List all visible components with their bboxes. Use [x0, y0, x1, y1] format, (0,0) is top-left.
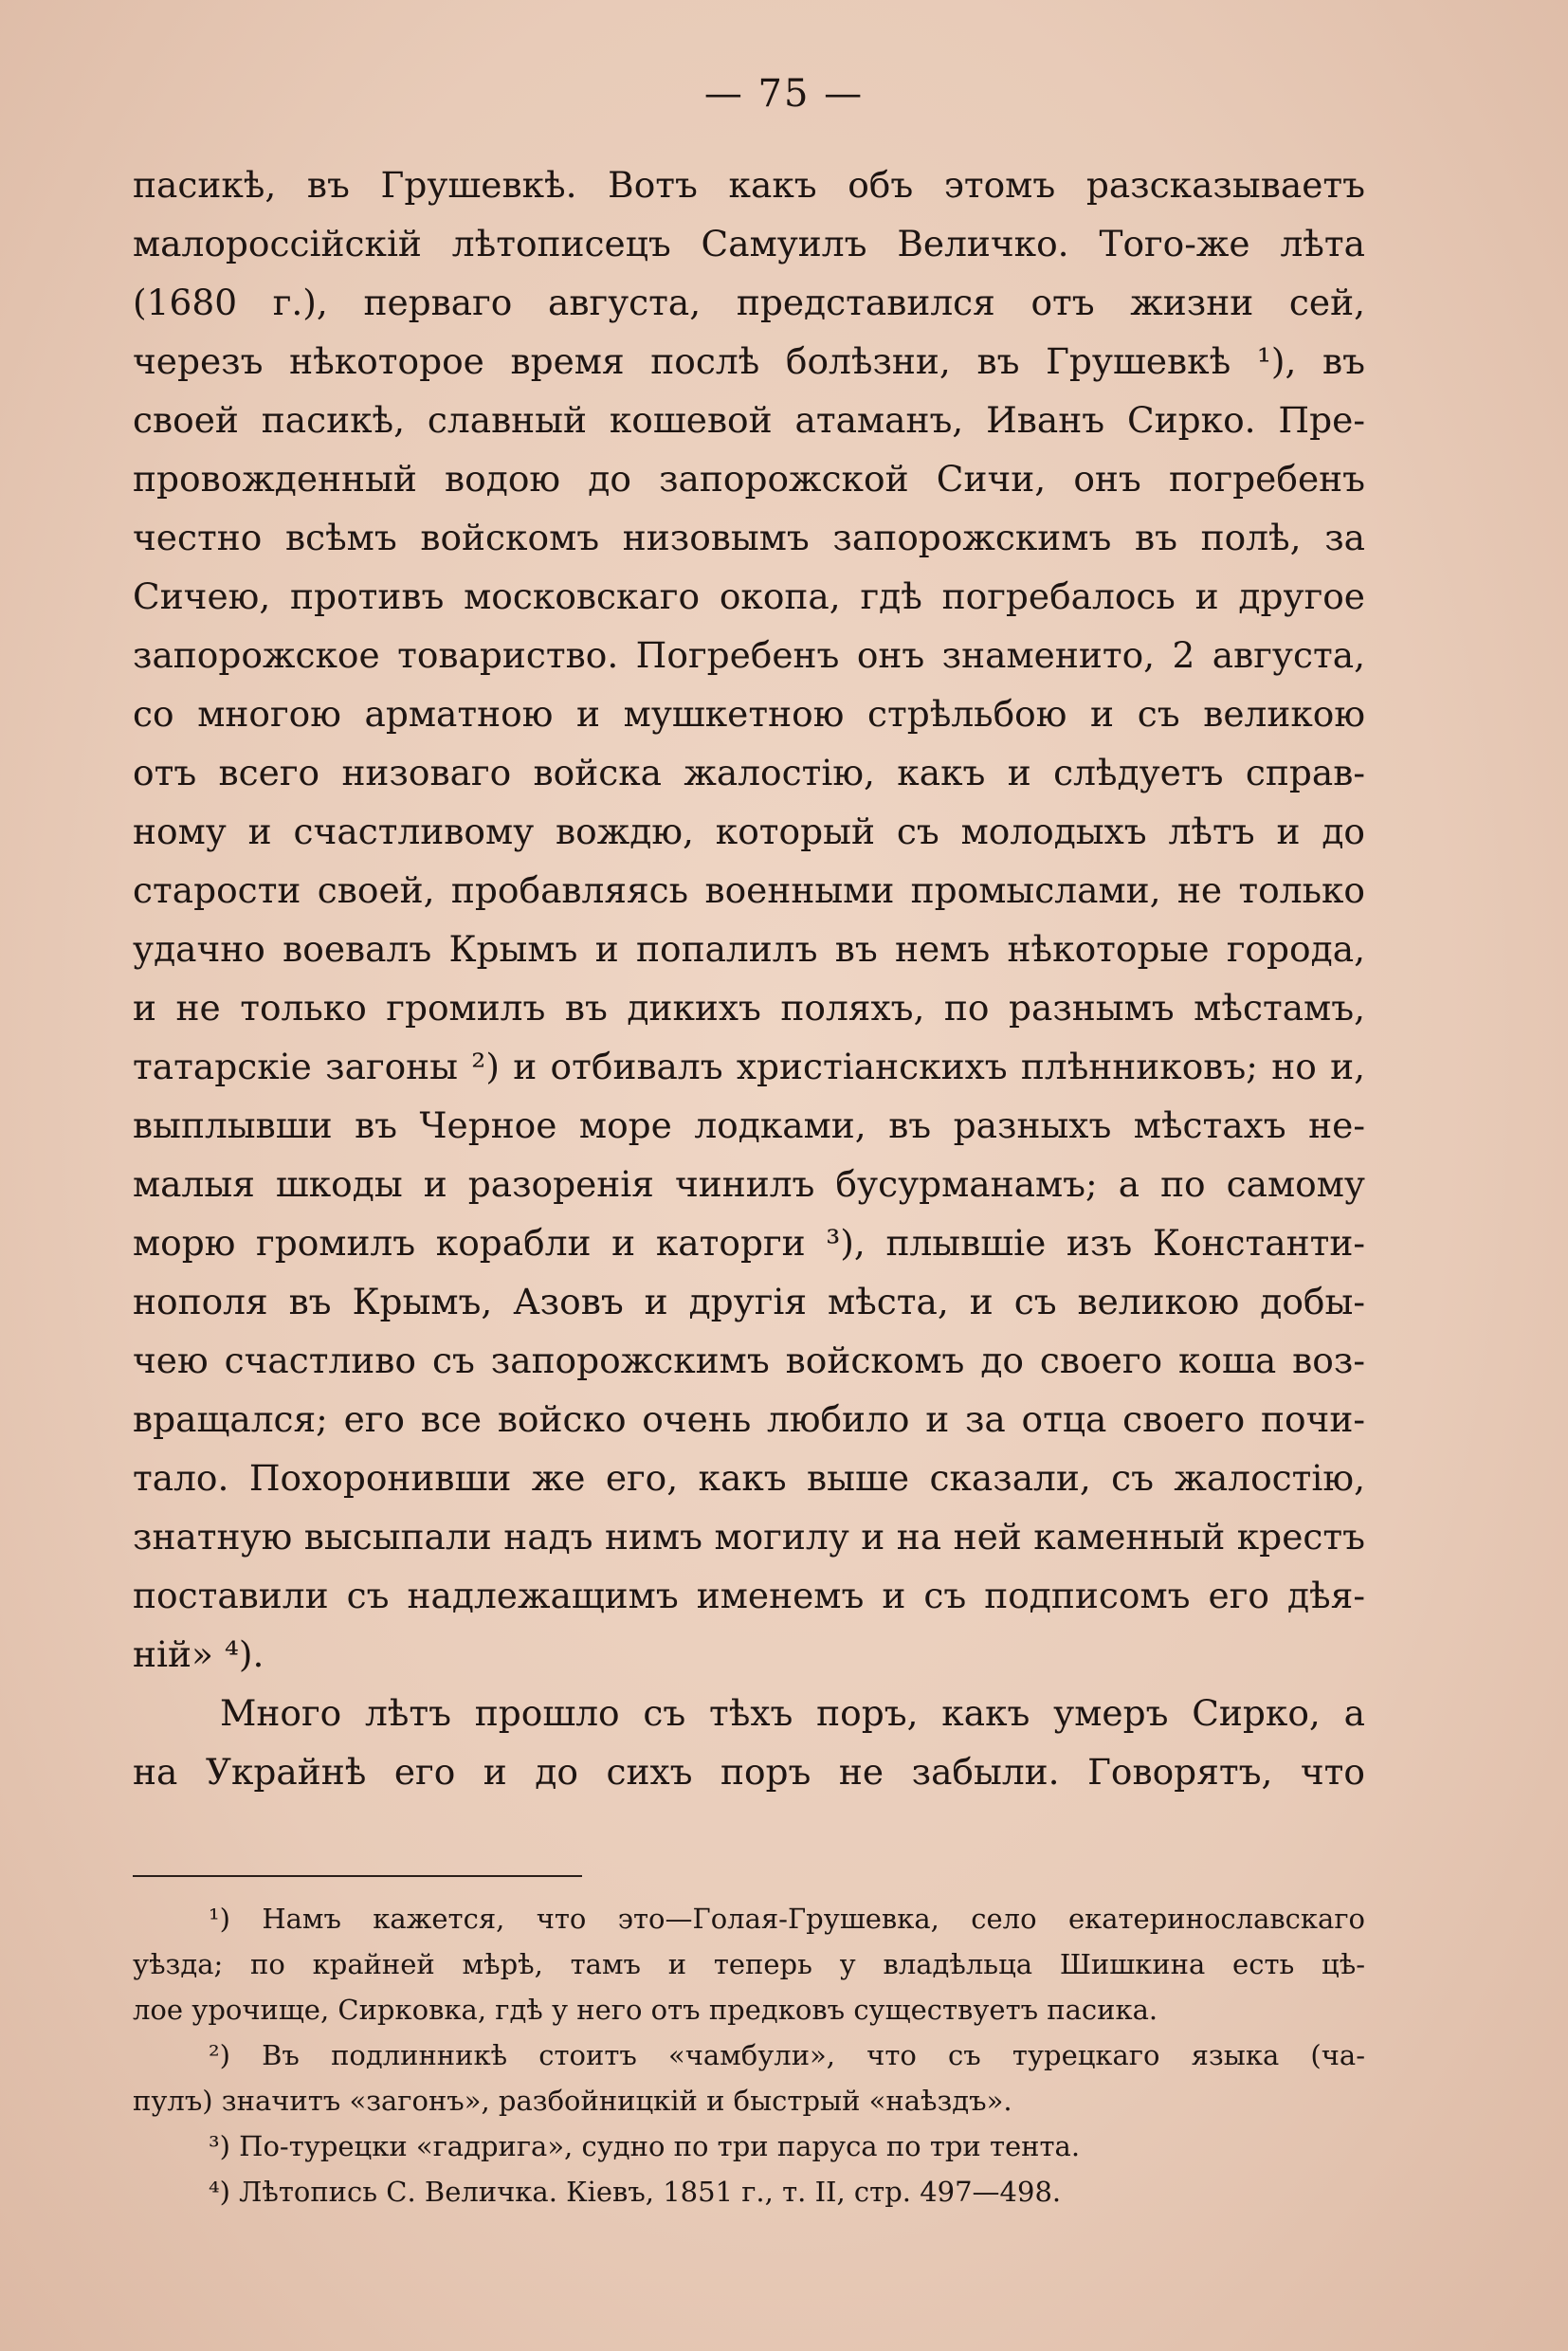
text-line: чею счастливо съ запорожскимъ войскомъ до своего коша воз- — [133, 1340, 1365, 1381]
footnote-3-line: ³) По-турецки «гадрига», судно по три паруса по три тента. — [209, 2130, 1081, 2162]
text-line: морю громилъ корабли и каторги ³), плывшіе изъ Константи- — [133, 1222, 1365, 1264]
text-line: вращался; его все войско очень любило и за отца своего почи- — [133, 1398, 1365, 1440]
text-line: отъ всего низоваго войска жалостію, какъ и слѣдуетъ справ- — [133, 752, 1365, 793]
text-line: на Украйнѣ его и до сихъ поръ не забыли. Говорятъ, что — [133, 1751, 1365, 1793]
footnote-divider — [133, 1875, 582, 1877]
text-line: ній» ⁴). — [133, 1633, 264, 1675]
text-line: со многою арматною и мушкетною стрѣльбою и съ великою — [133, 693, 1365, 735]
text-line: выплывши въ Черное море лодками, въ разныхъ мѣстахъ не- — [133, 1104, 1365, 1146]
paragraph-start-line: Много лѣтъ прошло съ тѣхъ поръ, какъ умеръ Сирко, а — [220, 1692, 1365, 1734]
text-line: провожденный водою до запорожской Сичи, онъ погребенъ — [133, 458, 1365, 500]
text-line: знатную высыпали надъ нимъ могилу и на ней каменный крестъ — [133, 1516, 1365, 1558]
footnote-2-line: ²) Въ подлинникѣ стоитъ «чамбули», что съ турецкаго языка (ча- — [209, 2039, 1365, 2071]
text-line: удачно воевалъ Крымъ и попалилъ въ немъ нѣкоторые города, — [133, 928, 1365, 970]
text-line: ному и счастливому вождю, который съ молодыхъ лѣтъ и до — [133, 811, 1365, 852]
footnotes — [133, 1896, 1365, 2214]
text-line: и не только громилъ въ дикихъ поляхъ, по разнымъ мѣстамъ, — [133, 987, 1365, 1029]
footnote-2-line: пулъ) значитъ «загонъ», разбойницкій и быстрый «наѣздъ». — [133, 2085, 1012, 2117]
text-line: малыя шкоды и разоренія чинилъ бусурманамъ; а по самому — [133, 1163, 1365, 1205]
text-line: татарскіе загоны ²) и отбивалъ христіанскихъ плѣнниковъ; но и, — [133, 1046, 1365, 1087]
text-line: (1680 г.), перваго августа, представился отъ жизни сей, — [133, 282, 1365, 323]
text-line: поставили съ надлежащимъ именемъ и съ подписомъ его дѣя- — [133, 1575, 1365, 1616]
main-text — [133, 155, 1365, 1801]
text-line: старости своей, пробавляясь военными промыслами, не только — [133, 869, 1365, 911]
text-line: своей пасикѣ, славный кошевой атаманъ, Иванъ Сирко. Пре- — [133, 399, 1365, 441]
text-line: малороссійскій лѣтописецъ Самуилъ Величко. Того-же лѣта — [133, 223, 1365, 264]
page-number: — 75 — — [703, 72, 865, 116]
footnote-1-line: лое урочище, Сирковка, гдѣ у него отъ предковъ существуетъ пасика. — [133, 1994, 1158, 2026]
text-line: черезъ нѣкоторое время послѣ болѣзни, въ Грушевкѣ ¹), въ — [133, 340, 1365, 382]
footnote-4-line: ⁴) Лѣтопись С. Величка. Кіевъ, 1851 г., т. II, стр. 497—498. — [209, 2176, 1062, 2208]
footnote-1-line: уѣзда; по крайней мѣрѣ, тамъ и теперь у владѣльца Шишкина есть цѣ- — [133, 1948, 1365, 1980]
text-line: запорожское товариство. Погребенъ онъ знаменито, 2 августа, — [133, 634, 1365, 676]
text-line: честно всѣмъ войскомъ низовымъ запорожскимъ въ полѣ, за — [133, 517, 1365, 558]
footnote-1-line: ¹) Намъ кажется, что это—Голая-Грушевка, село екатеринославскаго — [209, 1903, 1365, 1935]
text-line: пасикѣ, въ Грушевкѣ. Вотъ какъ объ этомъ разсказываетъ — [133, 164, 1365, 206]
text-line: нополя въ Крымъ, Азовъ и другія мѣста, и съ великою добы- — [133, 1281, 1365, 1322]
text-line: тало. Похоронивши же его, какъ выше сказали, съ жалостію, — [133, 1457, 1365, 1499]
text-line: Сичею, противъ московскаго окопа, гдѣ погребалось и другое — [133, 575, 1365, 617]
